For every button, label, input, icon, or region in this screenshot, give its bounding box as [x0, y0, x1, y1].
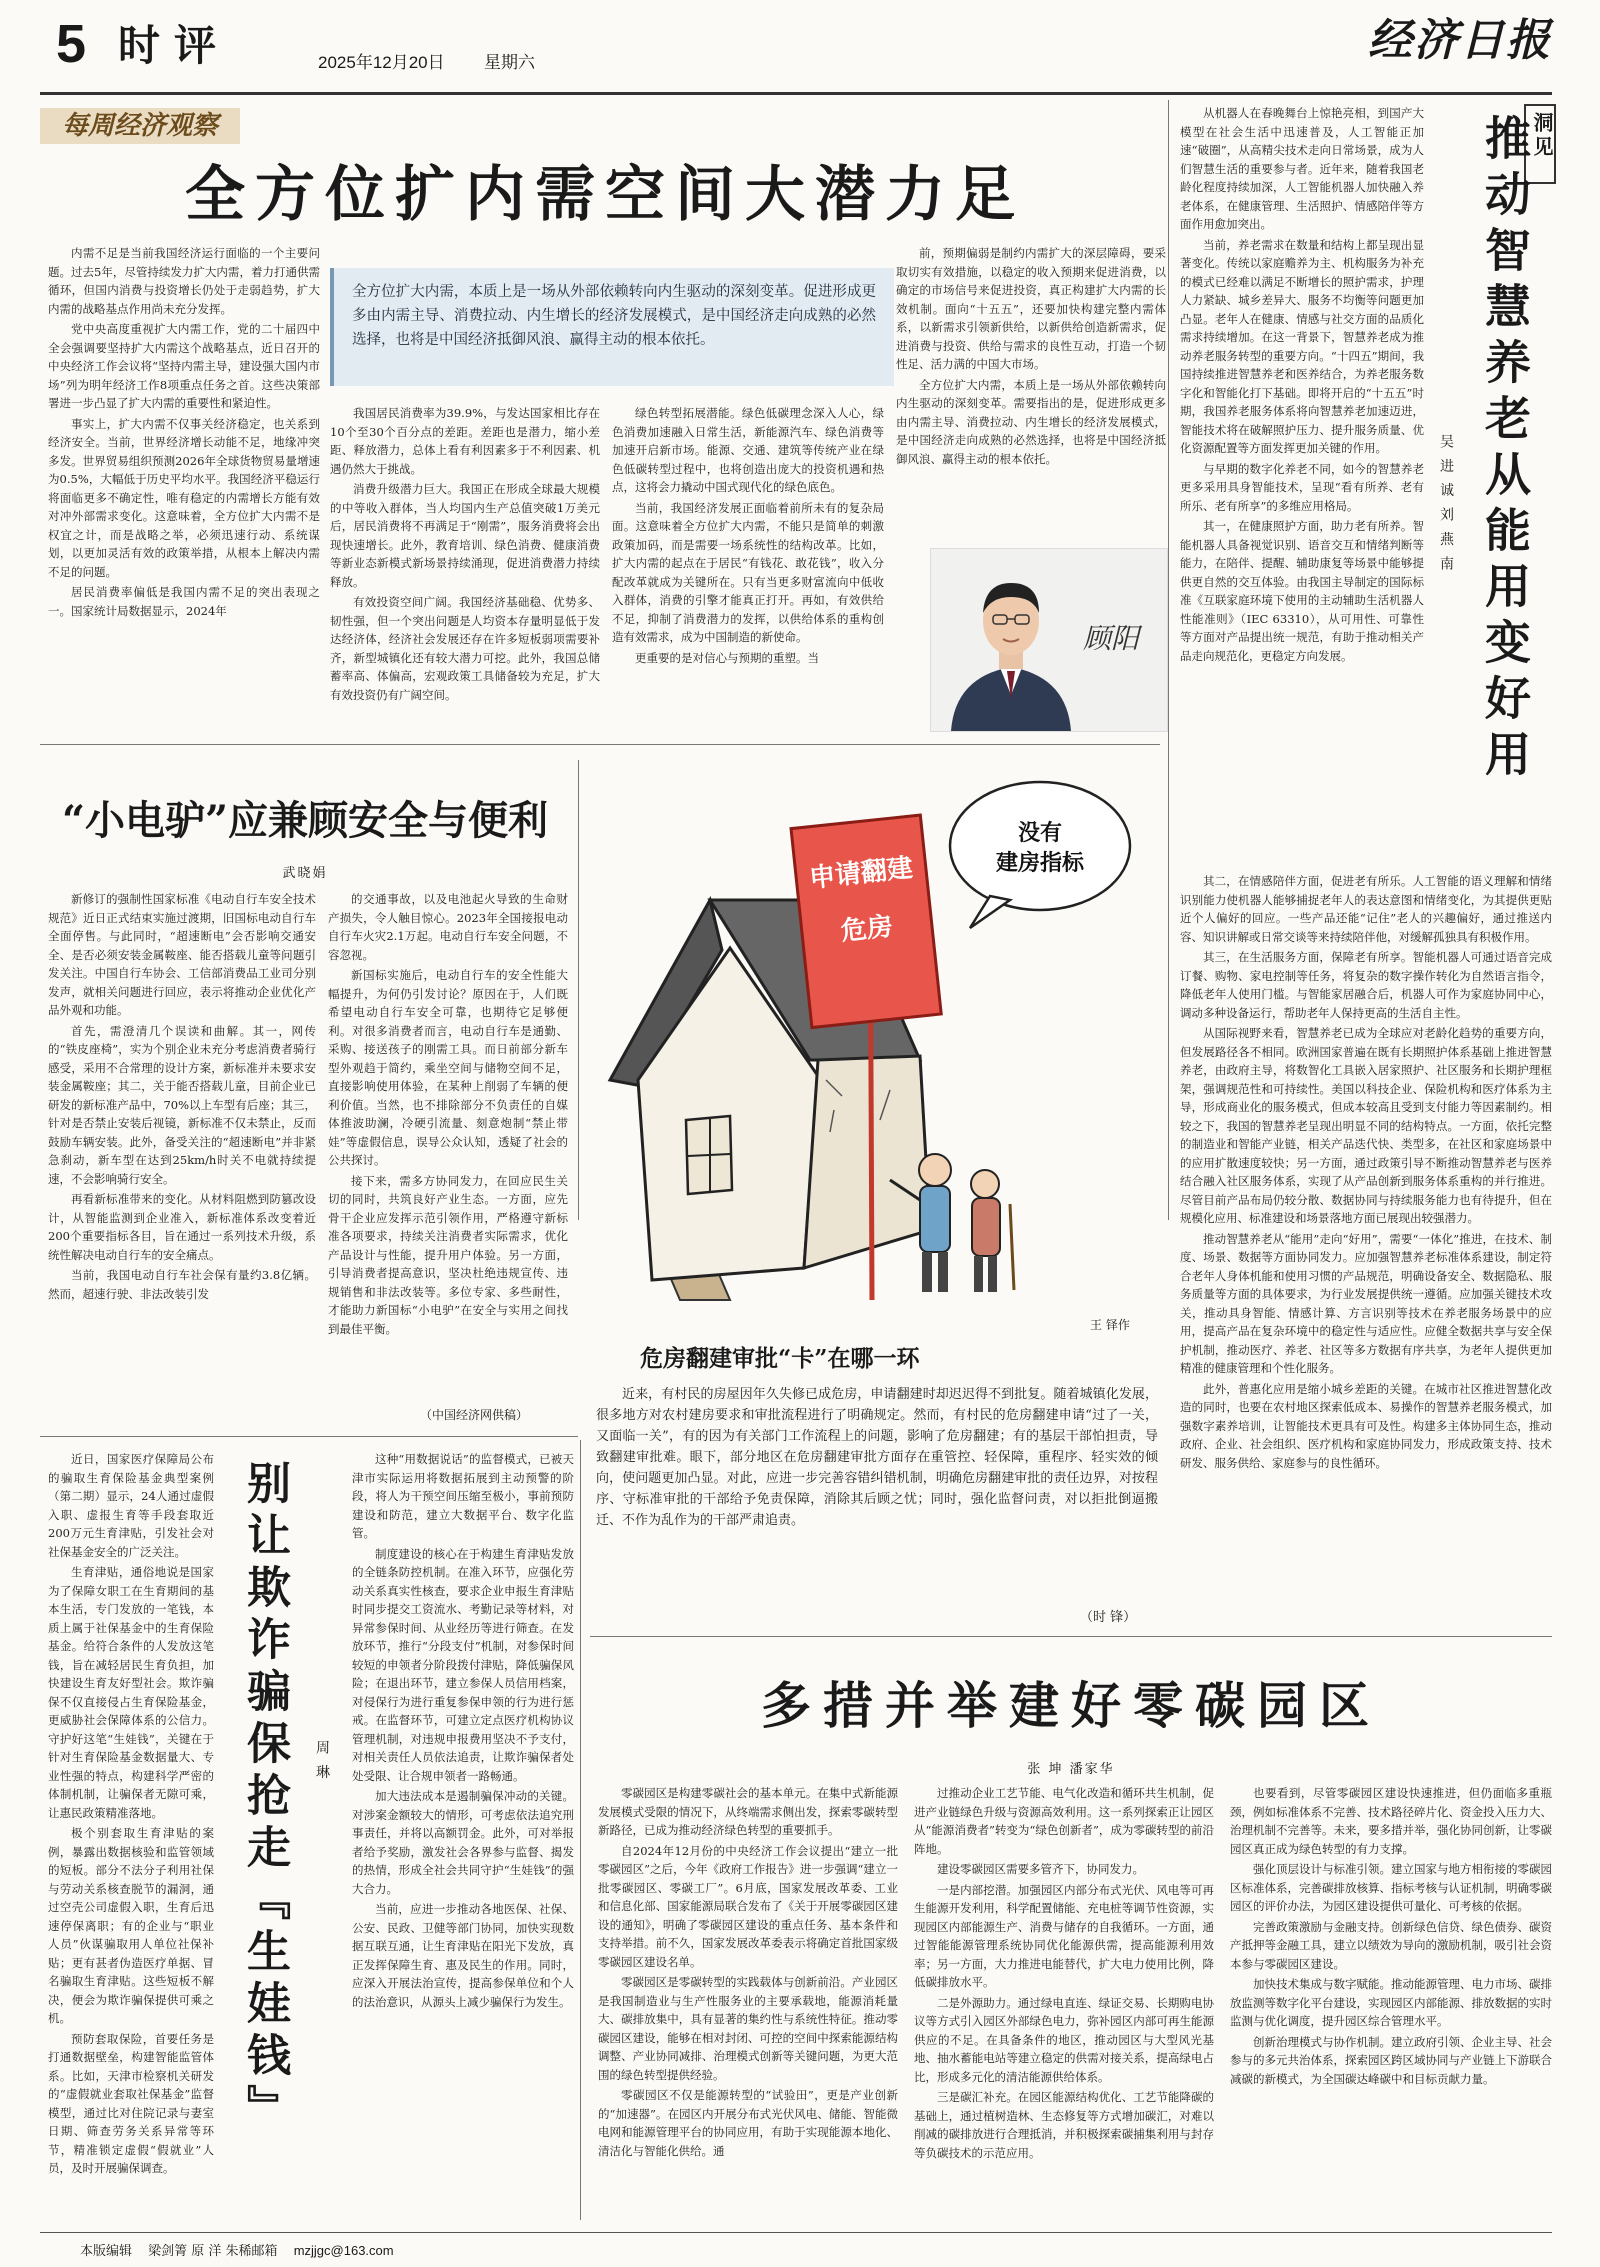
cartoon-commentary-paragraph: 近来，有村民的房屋因年久失修已成危房，申请翻建时却迟迟得不到批复。随着城镇化发展，很多地方对农村建房要求和审批流程进行了明确规定。然而，有村民的危房翻建申请“过了一关，又面临一关”，有的因为有关部门工作流程上的问题，影响了危房翻建；有的基层干部怕担责，导致翻建审批难。眼下，部分地区在危房翻建审批方面存在重管控、轻保障，重程序、轻实效的倾向，使问题更加凸显。对此，应进一步完善容错纠错机制，明确危房翻建审批的责任边界，对按程序、守标准审批的干部给予免责保障，消除其后顾之忧；同时，强化监督问责，对以拒批倒逼搬迁、不作为乱作为的干部严肃追责。 [596, 1387, 1158, 1528]
article5-byline: 张 坤 潘家华 [1027, 1762, 1115, 1777]
footer-editors: 梁剑箐 原 洋 朱稀邮箱 [148, 2244, 278, 2259]
footer-email[interactable]: mzjjgc@163.com [293, 2243, 394, 2258]
article5-paragraph: 创新治理模式与协作机制。建立政府引领、企业主导、社会参与的多元共治体系，探索园区跨区域协同与产业链上下游联合减碳的新模式，为全国碳达峰碳中和目标贡献力量。 [1230, 2034, 1552, 2086]
article4-byline: 吴 进 诚 刘 燕 南 [1438, 434, 1454, 574]
article3-paragraph: 这种“用数据说话”的监督模式，已被天津市实际运用将数据拓展到主动预警的阶段，将人为干预空间压缩至极小，事前预防建设和防范，建立大数据平台、数字化监管。 [352, 1452, 574, 1540]
paper-logo: 经济日报 [1368, 15, 1552, 66]
cartoon-commentary-author: （时 锋） [1080, 1610, 1137, 1625]
article2-column-2 [328, 890, 568, 1400]
article1-column-3 [612, 404, 884, 728]
article2-paragraph: 接下来，需多方协同发力，在回应民生关切的同时，共筑良好产业生态。一方面，应先骨干企业应发挥示范引领作用，严格遵守新标准各项要求，持续关注消费者实际需求，优化产品设计与性能，提升用户体验。另一方面，引导消费者提高意识，坚决杜绝违规宣传、违规销售和非法改装等。多位专家、多些耐性，才能助力新国标“小电驴”在安全与实用之间找到最佳平衡。 [328, 1173, 568, 1336]
article5-paragraph: 零碳园区是零碳转型的实践载体与创新前沿。产业园区是我国制造业与生产性服务业的主要承载地，能源消耗量大、碳排放集中，具有显著的集约性与系统性特征。推动零碳园区建设，能够在相对封闭、可控的空间中探索能源结构调整、产业协同减排、治理模式创新等关键问题，为更大范围的绿色转型提供经验。 [598, 1975, 898, 2082]
article3-column-1 [48, 1450, 214, 2210]
article1-paragraph: 居民消费率偏低是我国内需不足的突出表现之一。国家统计局数据显示，2024年 [48, 585, 320, 618]
divider [590, 1636, 1552, 1637]
article5-column-2 [914, 1784, 1214, 2228]
article2-paragraph: 首先，需澄清几个误读和曲解。其一，网传的“铁皮座椅”，实为个别企业未充分考虑消费者骑行感受，采用不合常理的设计方案，新标准并未要求安装金属鞍座；其二，关于能否搭载儿童，目前企业已研发的新标准产品中，70%以上车型有后座；其三，针对是否禁止安装后视镜，新标准不仅未禁止，反而鼓励车辆安装。此外，备受关注的“超速断电”并非紧急刹动，新车型在达到25km/h时关不电就持续提速，不会影响骑行安全。 [48, 1023, 316, 1186]
article5-paragraph: 零碳园区不仅是能源转型的“试验田”，更是产业创新的“加速器”。在园区内开展分布式光伏风电、储能、智能微电网和能源管理平台的协同应用，有助于实现能源本地化、清洁化与智能化供给。通 [598, 2088, 898, 2158]
article5-headline: 多措并举建好零碳园区 [761, 1676, 1381, 1735]
article2-paragraph: 新国标实施后，电动自行车的安全性能大幅提升，为何仍引发讨论？原因在于，人们既希望电动自行车安全可靠，也期待它足够便利。对很多消费者而言，电动自行车是通勤、采购、接送孩子的刚需工具。而日前部分新车型外观趋于简约，乘坐空间与储物空间不足，直接影响使用体验，在某种上削弱了车辆的便利价值。当然，也不排除部分不负责任的自媒体推波助澜，冷硬引流量、刻意炮制“禁止带娃”等虚假信息，误导公众认知，透疑了社会的公共探讨。 [328, 968, 568, 1167]
article5-paragraph: 零碳园区是构建零碳社会的基本单元。在集中式新能源发展模式受限的情况下，从终端需求侧出发，探索零碳转型新路径，已成为推动经济绿色转型的重要抓手。 [598, 1786, 898, 1837]
article1-column-1 [48, 244, 320, 728]
cartoon-title: 危房翻建审批“卡”在哪一环 [640, 1345, 920, 1372]
article3-byline: 周 琳 [314, 1740, 330, 1782]
article2-column-1 [48, 890, 316, 1428]
article1-paragraph: 有效投资空间广阔。我国经济基础稳、优势多、韧性强，但一个突出问题是人均资本存量明显低于发达经济体，经济社会发展还存在许多短板弱项需要补齐，新型城镇化还有较大潜力可挖。此外，我国总储蓄率高、体偏高，宏观政策工具储备较为充足，扩大有效投资仍有广阔空间。 [330, 595, 600, 702]
article3-headline: 别让欺诈骗保抢走『生娃钱』 [239, 1460, 290, 2136]
article3-paragraph: 预防套取保险，首要任务是打通数据壁垒，构建智能监管体系。比如，天津市检察机关研发的“虚假就业套取社保基金”监督模型，通过比对住院记录与妻室日期、筛查劳务关系异常等环节，精准锁定虚假“假就业”人员，及时开展骗保调查。 [48, 2031, 214, 2175]
article1-paragraph: 绿色转型拓展潜能。绿色低碳理念深入人心，绿色消费加速融入日常生活，新能源汽车、绿色消费等加速开启新市场。能源、交通、建筑等传统产业在绿色低碳转型过程中，也将创造出庞大的投资机遇和热点，这将会力撬动中国式现代化的绿色底色。 [612, 406, 884, 494]
article2-headline: “小电驴”应兼顾安全与便利 [61, 797, 548, 844]
issue-date: 2025年12月20日 [318, 53, 445, 72]
cartoon-commentary [596, 1384, 1158, 1622]
article1-column-2 [330, 404, 600, 728]
section-title: 时评 [118, 21, 231, 70]
article4-headline: 推动智慧养老从能用变好用 [1478, 114, 1532, 786]
article1-paragraph: 内需不足是当前我国经济运行面临的一个主要问题。过去5年，尽管持续发力扩大内需，着力打通供需循环，但国内消费与投资增长仍处于走弱趋势，扩大内需的战略基点作用尚未充分发挥。 [48, 246, 320, 316]
article4-paragraph: 其一，在健康照护方面，助力老有所养。智能机器人具备视觉识别、语音交互和情绪判断等能力，在陪伴、提醒、辅助康复等场景中能够提供更自然的交互体验。由我国主导制定的国际标准《互联家庭环境下使用的主动辅助生活机器人性能准则》（IEC 63310），从可用性、可靠性等方面对产品提出统一规范，有助于推动相关产品走向规范化，更稳定方向发展。 [1180, 519, 1424, 663]
divider [40, 744, 1160, 745]
page-number: 5 [56, 14, 87, 74]
article3-paragraph: 生育津贴，通俗地说是国家为了保障女职工在生育期间的基本生活，专门发放的一笔钱，本质上属于社保基金中的生育保险基金。给符合条件的人发放这笔钱，旨在减轻居民生育负担，加快建设生育友好型社会。欺诈骗保不仅直接侵占生育保险基金，更威胁社会保障体系的公信力。守护好这笔“生娃钱”，关键在于针对生育保险基金数据量大、专业性强的特点，构建科学严密的体制机制，让骗保者无隙可乘，让惠民政策精准落地。 [48, 1565, 214, 1820]
footer-rule [40, 2232, 1552, 2233]
article5-paragraph: 加快技术集成与数字赋能。推动能源管理、电力市场、碳排放监测等数字化平台建设，实现园区内部能源、排放数据的实时监测与优化调度，提升园区综合管理水平。 [1230, 1977, 1552, 2028]
author-photo-block [930, 548, 1168, 732]
article3-column-2 [352, 1450, 574, 2210]
masthead [0, 0, 1600, 90]
divider [580, 1440, 581, 2220]
cartoon-sign-text: 申请翻建危房 [807, 853, 915, 947]
divider [40, 1436, 578, 1437]
article5-paragraph: 自2024年12月份的中央经济工作会议提出“建立一批零碳园区”之后，今年《政府工作报告》进一步强调“建立一批零碳园区、零碳工厂”。6月底，国家发展改革委、工业和信息化部、国家能源局联合发布了《关于开展零碳园区建设的通知》，明确了零碳园区建设的重点任务、基本条件和支持举措。前不久，国家发展改革委表示将确定首批国家级零碳园区建设名单。 [598, 1843, 898, 1969]
article2-paragraph: 当前，我国电动自行车社会保有量约3.8亿辆。然而，超速行驶、非法改装引发 [48, 1268, 316, 1301]
footer [80, 2240, 394, 2259]
article2-paragraph: 再看新标准带来的变化。从材料阻燃到防篡改设计，从智能监测到企业准入，新标准体系改变着近200个重要指标各目，旨在通过一系列技术升级，系统性解决电动自行车的安全痛点。 [48, 1192, 316, 1262]
article5-column-3 [1230, 1784, 1552, 2228]
divider [1168, 100, 1169, 1220]
footer-editor-label: 本版编辑 [80, 2244, 133, 2259]
article5-paragraph: 三是碳汇补充。在园区能源结构优化、工艺节能降碳的基础上，通过植树造林、生态修复等方式增加碳汇，对难以削减的碳排放进行合理抵消，并积极探索碳捕集利用与封存等负碳技术的示范应用。 [914, 2090, 1214, 2160]
column-label-text: 洞见 [1530, 112, 1554, 160]
article1-headline: 全方位扩内需空间大潜力足 [185, 160, 1025, 230]
article1-paragraph: 全方位扩大内需，本质上是一场从外部依赖转向内生驱动的深刻变革。需要指出的是，促进形成更多由内需主导、消费拉动、内生增长的经济发展模式，是中国经济走向成熟的必然选择，也将是中国经济抵御风浪、赢得主动的根本依托。 [896, 377, 1166, 466]
cartoon-artist: 王 铎作 [1090, 1318, 1130, 1332]
author-portrait [941, 549, 1081, 731]
article2-source: （中国经济网供稿） [420, 1408, 529, 1422]
article1-paragraph: 事实上，扩大内需不仅事关经济稳定，也关系到经济安全。当前，世界经济增长动能不足，地缘冲突多发。世界贸易组织预测2026年全球货物贸易量增速为0.5%，大幅低于历史平均水平。我国经济平稳运行将面临更多不确定性，唯有稳定的内需增长方能有效对冲外部需求变化。这意味着，全方位扩大内需不是权宜之计，而是战略之举，必须迅速行动、系统谋划，以更加灵活有效的政策举措，从根本上解决内需不足的问题。 [48, 416, 320, 579]
article2-byline: 武晓娟 [282, 866, 328, 881]
cartoon-bubble-text: 没有建房指标 [995, 820, 1085, 876]
author-signature: 顾阳 [1083, 622, 1140, 655]
article4-paragraph: 其二，在情感陪伴方面，促进老有所乐。人工智能的语义理解和情绪识别能力使机器人能够捕捉老年人的表达意图和情绪变化，为其提供更贴近个人偏好的回应。一些产品还能“记住”老人的兴趣偏好，通过推送内容、知识讲解或日常交谈等来持续陪伴他，对缓解孤独具有积极作用。 [1180, 874, 1552, 944]
article3-paragraph: 当前，应进一步推动各地医保、社保、公安、民政、卫健等部门协同，加快实现数据互联互通，让生育津贴在阳光下发放，真正发挥保障生育、惠及民生的作用。同时，应深入开展法治宣传，提高参保单位和个人的法治意识，从源头上减少骗保行为发生。 [352, 1902, 574, 2009]
article3-paragraph: 极个别套取生育津贴的案例，暴露出数据核验和监管领域的短板。部分不法分子利用社保与劳动关系核查脱节的漏洞，通过空壳公司虚假入职，生育后迅速停保离职；有的企业与“职业人员”伙谋骗取用人单位社保补贴；更有甚者伪造医疗单据、冒名骗取生育津贴。这些短板不解决，便会为欺诈骗保提供可乘之机。 [48, 1826, 214, 2025]
issue-weekday: 星期六 [484, 53, 535, 73]
article4-column-top [1180, 104, 1424, 866]
article1-paragraph: 消费升级潜力巨大。我国正在形成全球最大规模的中等收入群体，当人均国内生产总值突破1万美元后，居民消费将不再满足于“刚需”，服务消费将会出现快速增长。此外，教育培训、绿色消费、健康消费等新业态新模式新场景持续涌现，促进消费潜力持续释放。 [330, 482, 600, 589]
article3-paragraph: 近日，国家医疗保障局公布的骗取生育保险基金典型案例（第二期）显示，24人通过虚假入职、虚报生育等手段套取近200万元生育津贴，引发社会对社保基金安全的广泛关注。 [48, 1452, 214, 1559]
cartoon-drawing [590, 760, 1160, 1320]
article4-paragraph: 从机器人在春晚舞台上惊艳亮相，到国产大模型在社会生活中迅速普及，人工智能正加速“破圈”，从高精尖技术走向日常场景，成为人们智慧生活的重要参与者。近年来，随着我国老龄化程度持续加深，人工智能机器人加快融入养老体系，在健康管理、生活照护、情感陪伴等方面作用愈加突出。 [1180, 106, 1424, 231]
article3-paragraph: 加大违法成本是遏制骗保冲动的关键。对涉案金额较大的情形，可考虑依法追究刑事责任，并将以高额罚金。此外，可对举报者给予奖励，激发社会各界参与监督、揭发的热情，形成全社会共同守护“生娃钱”的强大合力。 [352, 1789, 574, 1896]
article5-paragraph: 二是外源助力。通过绿电直连、绿证交易、长期购电协议等方式引入园区外部绿色电力，弥补园区内部可再生能源供应的不足。在具备条件的地区，推动园区与大型风光基地、抽水蓄能电站等建立稳定的供需对接关系，提高绿电占比，形成多元化的清洁能源供给体系。 [914, 1995, 1214, 2084]
article1-paragraph: 前，预期偏弱是制约内需扩大的深层障碍，要采取切实有效措施，以稳定的收入预期来促进消费，以确定的市场信号来促进投资，真正构建扩大内需的长效机制。面向“十五五”，还要加快构建完整内需体系，以新需求引领新供给，以新供给创造新需求，促进消费与投资、供给与需求的良性互动，打造一个韧性足、活力满的中国大市场。 [896, 246, 1166, 371]
article2-paragraph: 新修订的强制性国家标准《电动自行车安全技术规范》近日正式结束实施过渡期，旧国标电动自行车全面停售。与此同时，“超速断电”会否影响交通安全、是否必须安装金属鞍座、能否搭载儿童等问题引发关注。中国自行车协会、工信部消费品工业司分别发声，就相关问题进行回应，表示将推动企业优化产品外观和功能。 [48, 892, 316, 1017]
article2-paragraph: 的交通事故，以及电池起火导致的生命财产损失，令人触目惊心。2023年全国接报电动自行车火灾2.1万起。电动自行车安全问题，不容忽视。 [328, 892, 568, 962]
article3-paragraph: 制度建设的核心在于构建生育津贴发放的全链条防控机制。在准入环节，应强化劳动关系真实性核查，要求企业申报生育津贴时同步提交工资流水、考勤记录等材料，对异常参保时间、从业经历等进行筛查。在发放环节，推行“分段支付”机制，对参保时间较短的申领者分阶段拨付津贴，降低骗保风险；在退出环节，建立参保人员信用档案，对侵保行为进行重复参保申领的行为进行惩戒。在监督环节，可建立定点医疗机构协议管理机制，对违规申报费用坚决不予支付，对相关责任人员依法追责，让欺诈骗保者处处受限、让合规申领者一路畅通。 [352, 1546, 574, 1783]
article5-paragraph: 完善政策激励与金融支持。创新绿色信贷、绿色债券、碳资产抵押等金融工具，建立以绩效为导向的激励机制，吸引社会资本参与零碳园区建设。 [1230, 1919, 1552, 1971]
article4-paragraph: 其三，在生活服务方面，保障老有所享。智能机器人可通过语音完成订餐、购物、家电控制等任务，将复杂的数字操作转化为自然语言指令，降低老年人使用门槛。与智能家居融合后，机器人可作为家庭协同中心，调动多种设备运行，帮助老年人保持更高的生活自主性。 [1180, 950, 1552, 1020]
cartoon [590, 760, 1160, 1380]
article5-paragraph: 建设零碳园区需要多管齐下，协同发力。 [937, 1862, 1144, 1876]
article4-paragraph: 当前，养老需求在数量和结构上都呈现出显著变化。传统以家庭赡养为主、机构服务为补充的模式已经难以满足不断增长的照护需求，护理人力紧缺、城乡差异大、服务不均衡等问题更加凸显。老年人在健康、情感与社交方面的品质化需求持续增加。在这一背景下，智慧养老成为推动养老服务转型的重要方向。“十四五”期间，我国持续推进智慧养老和医养结合，为养老服务数字化和智能化打下基础。即将开启的“十五五”时期，我国养老服务体系将向智慧养老加速迈进，智能技术将在破解照护压力、提升服务质量、优化资源配置等方面发挥更加关键的作用。 [1180, 237, 1424, 455]
article1-callout [330, 268, 894, 386]
article1-paragraph: 我国居民消费率为39.9%，与发达国家相比存在10个至30个百分点的差距。差距也是潜力，缩小差距、释放潜力，总体上看有利因素多于不利因素、机遇仍然大于挑战。 [330, 406, 600, 476]
article1-paragraph: 更重要的是对信心与预期的重塑。当 [635, 650, 819, 665]
article5-paragraph: 一是内部挖潜。加强园区内部分布式光伏、风电等可再生能源开发利用，科学配置储能、充电桩等调节性资源，实现园区内部能源生产、消费与储存的自我循环。一方面，通过智能能源管理系统协同优化能源供需，提高能源利用效率；另一方面，大力推进电能替代，扩大电力使用比例，降低碳排放水平。 [914, 1882, 1214, 1989]
article5-paragraph: 强化顶层设计与标准引领。建立国家与地方相衔接的零碳园区标准体系，完善碳排放核算、指标考核与认证机制，明确零碳园区的评价办法，为园区建设提供可量化、可考核的依据。 [1230, 1862, 1552, 1913]
article1-paragraph: 党中央高度重视扩大内需工作，党的二十届四中全会强调要坚持扩大内需这个战略基点，近日召开的中央经济工作会议将“坚持内需主导，建设强大国内市场”列为明年经济工作8项重点任务之首。这些决策部署进一步凸显了扩大内需的重要性和紧迫性。 [48, 322, 320, 410]
article1-column-4 [896, 244, 1166, 544]
article4-paragraph: 从国际视野来看，智慧养老已成为全球应对老龄化趋势的重要方向，但发展路径各不相同。欧洲国家普遍在既有长期照护体系基础上推进智慧养老，由政府主导，将数智化工具嵌入居家照护、社区服务和长期护理框架，强调规范性和可持续性。美国以科技企业、保险机构和医疗体系为主导，形成商业化的服务模式，但成本较高且受到支付能力等因素制约。相较之下，我国的智慧养老呈现出明显不同的结构特点。一方面，依托完整的制造业和智能产业链，相关产品迭代快、类型多，在社区和家庭场景中的应用扩散速度较快；另一方面，通过政策引导不断推动智慧养老与医养结合融入社区服务体系，实现了从产品创新到服务体系重构的并行推进。尽管目前产品布局仍较分散、数据协同与持续服务能力也有待提升，但在规模化应用、标准建设和场景落地方面已展现出较强潜力。 [1180, 1026, 1552, 1225]
callout-text: 全方位扩大内需，本质上是一场从外部依赖转向内生驱动的深刻变革。促进形成更多由内需主导、消费拉动、内生增长的经济发展模式，是中国经济走向成熟的必然选择，也将是中国经济抵御风浪、赢得主动的根本依托。 [352, 284, 876, 348]
divider [578, 760, 579, 1220]
masthead-rule [40, 92, 1552, 95]
article1-paragraph: 当前，我国经济发展正面临着前所未有的复杂局面。这意味着全方位扩大内需，不能只是简单的刺激政策加码，而是需要一场系统性的结构改革。比如，扩大内需的起点在于居民“有钱花、敢花钱”，收入分配改革就成为关键所在。只有当更多财富流向中低收入群体，消费的引擎才能真正打开。再如，有效供给不足，抑制了消费潜力的发挥，以供给体系的重构创造有效需求，成为中国制造的新使命。 [612, 500, 884, 644]
article4-column-full [1180, 872, 1552, 1632]
article5-column-1 [598, 1784, 898, 2228]
column-tag: 每周经济观察 [40, 108, 240, 144]
article5-paragraph: 过推动企业工艺节能、电气化改造和循环共生机制，促进产业链绿色升级与资源高效利用。这一系列探索正让园区从“能源消费者”转变为“绿色创新者”，成为零碳转型的前沿阵地。 [914, 1786, 1214, 1856]
article4-paragraph: 推动智慧养老从“能用”走向“好用”，需要“一体化”推进，在技术、制度、场景、数据等方面协同发力。应加强智慧养老标准体系建设，制定符合老年人身体机能和使用习惯的产品规范，明确设备安全、数据隐私、服务质量等方面的具体要求，为行业发展提供统一遵循。应加强关键技术攻关，推动具身智能、情感计算、方言识别等技术在养老服务场景中的应用，提高产品在复杂环境中的稳定性与适应性。应健全数据共享与安全保护机制，推动医疗、养老、社区等多方数据有序共享，为老年人提供更加精准的健康管理和个性化服务。 [1180, 1231, 1552, 1375]
article5-paragraph: 也要看到，尽管零碳园区建设快速推进，但仍面临多重瓶颈，例如标准体系不完善、技术路径碎片化、资金投入压力大、治理机制不完善等。未来，要多措并举，强化协同创新，让零碳园区真正成为绿色转型的有力支撑。 [1230, 1786, 1552, 1856]
article4-paragraph: 与早期的数字化养老不同，如今的智慧养老更多采用具身智能技术，呈现“看有所养、老有所乐、老有所享”的多维应用格局。 [1180, 461, 1424, 513]
article4-paragraph: 此外，普惠化应用是缩小城乡差距的关键。在城市社区推进智慧化改造的同时，也要在农村地区探索低成本、易操作的智慧养老服务模式，加强数字素养培训，让智能技术更具有可及性。构建多主体协同生态，推动政府、企业、社会组织、医疗机构和家庭协同发力，形成政策支持、技术研发、服务供给、家庭参与的良性循环。 [1180, 1381, 1552, 1470]
